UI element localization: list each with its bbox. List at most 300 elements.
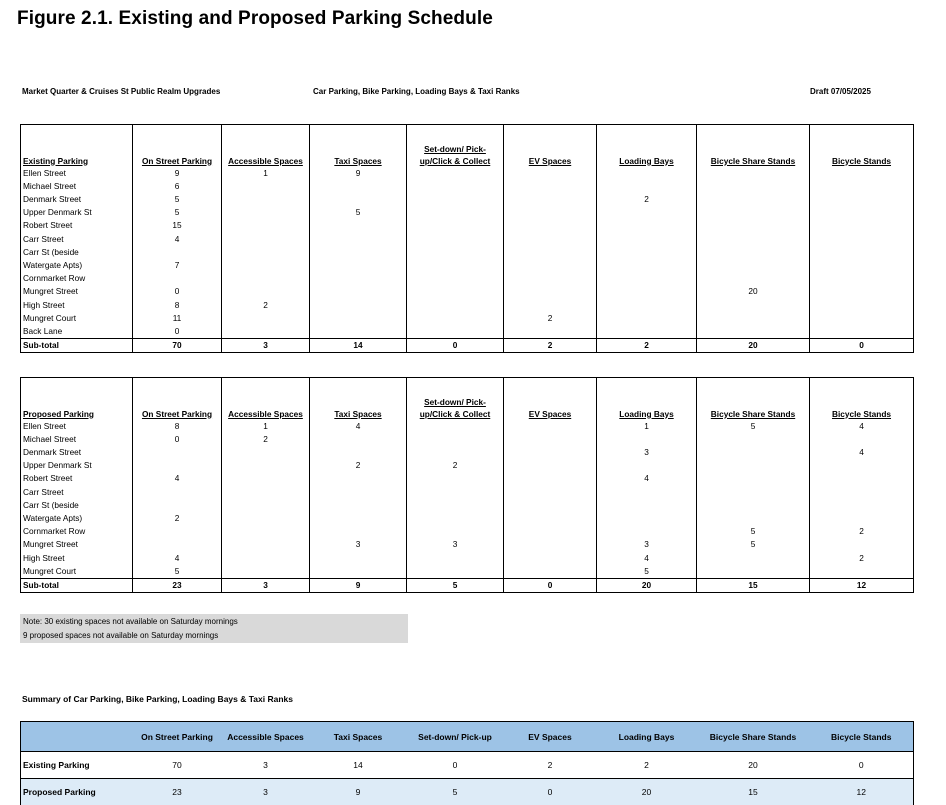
street-name: Carr Street — [21, 233, 133, 246]
cell-value — [222, 472, 310, 485]
col-ev-spaces: EV Spaces — [504, 378, 597, 420]
summary-row — [21, 779, 914, 805]
cell-value: 5 — [697, 420, 810, 433]
cell-value — [222, 459, 310, 472]
cell-value — [504, 538, 597, 551]
col-ev-spaces: EV Spaces — [504, 125, 597, 167]
table-row — [21, 446, 914, 459]
cell-value: 2 — [310, 459, 407, 472]
cell-value — [597, 459, 697, 472]
cell-value — [504, 552, 597, 565]
cell-value — [310, 219, 407, 232]
summary-corner — [21, 722, 133, 752]
cell-value — [407, 472, 504, 485]
cell-value — [504, 233, 597, 246]
cell-value: 11 — [133, 312, 222, 325]
street-name: Carr St (beside — [21, 499, 133, 512]
cell-value — [407, 512, 504, 525]
cell-value — [504, 446, 597, 459]
cell-value — [597, 325, 697, 339]
proposed-parking-table — [20, 377, 914, 593]
cell-value — [222, 180, 310, 193]
cell-value — [697, 565, 810, 579]
col-on-street-parking: On Street Parking — [133, 378, 222, 420]
summary-cell: 20 — [597, 779, 697, 805]
summary-cell: 0 — [504, 779, 597, 805]
cell-value — [407, 325, 504, 339]
cell-value — [222, 193, 310, 206]
cell-value — [504, 193, 597, 206]
cell-value — [407, 259, 504, 272]
cell-value — [597, 512, 697, 525]
col-taxi-spaces: Taxi Spaces — [310, 378, 407, 420]
schedule-subject: Car Parking, Bike Parking, Loading Bays & Taxi Ranks — [313, 87, 520, 96]
cell-value — [810, 299, 914, 312]
cell-value — [407, 299, 504, 312]
cell-value — [697, 219, 810, 232]
street-name: Mungret Court — [21, 565, 133, 579]
cell-value — [697, 552, 810, 565]
cell-value — [504, 272, 597, 285]
subtotal-label: Sub-total — [21, 578, 133, 592]
summary-col-on-street-parking: On Street Parking — [133, 722, 222, 752]
street-name: Carr St (beside — [21, 246, 133, 259]
cell-value: 4 — [810, 446, 914, 459]
summary-col-taxi-spaces: Taxi Spaces — [310, 722, 407, 752]
table-row — [21, 512, 914, 525]
summary-col-set-down: Set-down/ Pick-up — [407, 722, 504, 752]
subtotal-value: 0 — [407, 339, 504, 353]
cell-value — [222, 525, 310, 538]
table-row — [21, 312, 914, 325]
street-name: Carr Street — [21, 486, 133, 499]
cell-value — [810, 180, 914, 193]
cell-value — [310, 312, 407, 325]
cell-value — [407, 420, 504, 433]
subtotal-value: 0 — [504, 578, 597, 592]
cell-value — [810, 499, 914, 512]
cell-value — [504, 180, 597, 193]
cell-value — [222, 446, 310, 459]
subtotal-value: 3 — [222, 578, 310, 592]
table-row — [21, 325, 914, 339]
cell-value: 15 — [133, 219, 222, 232]
cell-value — [222, 259, 310, 272]
draft-date: Draft 07/05/2025 — [810, 87, 871, 96]
table-row — [21, 193, 914, 206]
cell-value — [810, 233, 914, 246]
subtotal-value: 23 — [133, 578, 222, 592]
table-row — [21, 167, 914, 180]
cell-value — [504, 259, 597, 272]
cell-value — [407, 285, 504, 298]
cell-value — [697, 206, 810, 219]
col-set-down: Set-down/ Pick-up/Click & Collect — [407, 125, 504, 167]
summary-cell: 15 — [697, 779, 810, 805]
cell-value — [222, 246, 310, 259]
cell-value — [504, 285, 597, 298]
cell-value: 2 — [810, 525, 914, 538]
cell-value — [407, 167, 504, 180]
subtotal-value: 20 — [697, 339, 810, 353]
cell-value — [407, 486, 504, 499]
cell-value — [504, 565, 597, 579]
cell-value: 8 — [133, 299, 222, 312]
cell-value — [133, 499, 222, 512]
cell-value: 2 — [133, 512, 222, 525]
street-name: Michael Street — [21, 433, 133, 446]
cell-value — [310, 193, 407, 206]
summary-cell: 14 — [310, 752, 407, 779]
street-name: Watergate Apts) — [21, 512, 133, 525]
cell-value — [697, 272, 810, 285]
col-accessible-spaces: Accessible Spaces — [222, 125, 310, 167]
cell-value — [310, 246, 407, 259]
subtotal-value: 15 — [697, 578, 810, 592]
summary-table — [20, 721, 914, 805]
summary-cell: 2 — [504, 752, 597, 779]
cell-value — [407, 219, 504, 232]
cell-value: 4 — [133, 233, 222, 246]
table-row — [21, 565, 914, 579]
cell-value — [407, 272, 504, 285]
cell-value — [310, 259, 407, 272]
cell-value: 2 — [810, 552, 914, 565]
cell-value — [407, 446, 504, 459]
cell-value: 3 — [310, 538, 407, 551]
cell-value — [310, 180, 407, 193]
cell-value: 4 — [310, 420, 407, 433]
cell-value — [597, 233, 697, 246]
street-name: Michael Street — [21, 180, 133, 193]
cell-value — [222, 285, 310, 298]
cell-value — [133, 538, 222, 551]
cell-value — [407, 552, 504, 565]
col-accessible-spaces: Accessible Spaces — [222, 378, 310, 420]
cell-value — [133, 459, 222, 472]
table-row — [21, 552, 914, 565]
subtotal-value: 20 — [597, 578, 697, 592]
cell-value — [504, 420, 597, 433]
summary-col-loading-bays: Loading Bays — [597, 722, 697, 752]
cell-value — [222, 325, 310, 339]
summary-col-ev-spaces: EV Spaces — [504, 722, 597, 752]
cell-value: 2 — [504, 312, 597, 325]
cell-value — [504, 512, 597, 525]
cell-value — [504, 167, 597, 180]
cell-value: 2 — [597, 193, 697, 206]
cell-value — [810, 312, 914, 325]
cell-value — [697, 499, 810, 512]
cell-value — [810, 259, 914, 272]
cell-value — [504, 525, 597, 538]
cell-value — [407, 433, 504, 446]
summary-cell: 20 — [697, 752, 810, 779]
cell-value — [504, 433, 597, 446]
cell-value — [222, 312, 310, 325]
cell-value — [504, 219, 597, 232]
table-row — [21, 433, 914, 446]
summary-cell: 12 — [810, 779, 914, 805]
note-line-2: 9 proposed spaces not available on Saturday mornings — [23, 629, 405, 643]
cell-value: 4 — [133, 552, 222, 565]
cell-value — [810, 486, 914, 499]
subtotal-value: 70 — [133, 339, 222, 353]
col-on-street-parking: On Street Parking — [133, 125, 222, 167]
summary-cell: 9 — [310, 779, 407, 805]
cell-value — [504, 325, 597, 339]
saturday-note — [20, 614, 408, 643]
cell-value — [407, 233, 504, 246]
cell-value — [810, 219, 914, 232]
cell-value — [133, 486, 222, 499]
cell-value — [222, 499, 310, 512]
table-row — [21, 525, 914, 538]
cell-value — [310, 325, 407, 339]
street-name: Denmark Street — [21, 193, 133, 206]
street-name: Mungret Street — [21, 538, 133, 551]
cell-value — [407, 525, 504, 538]
summary-cell: 5 — [407, 779, 504, 805]
cell-value — [222, 538, 310, 551]
cell-value — [697, 459, 810, 472]
cell-value: 0 — [133, 325, 222, 339]
cell-value — [133, 246, 222, 259]
cell-value — [697, 446, 810, 459]
col-bicycle-share-stands: Bicycle Share Stands — [697, 378, 810, 420]
cell-value — [407, 206, 504, 219]
table-row — [21, 206, 914, 219]
cell-value — [504, 499, 597, 512]
cell-value — [697, 325, 810, 339]
cell-value: 7 — [133, 259, 222, 272]
cell-value — [810, 472, 914, 485]
cell-value — [133, 272, 222, 285]
cell-value — [697, 486, 810, 499]
summary-col-accessible-spaces: Accessible Spaces — [222, 722, 310, 752]
cell-value: 3 — [407, 538, 504, 551]
cell-value — [407, 180, 504, 193]
street-name: Robert Street — [21, 219, 133, 232]
cell-value — [597, 499, 697, 512]
cell-value — [597, 219, 697, 232]
cell-value — [810, 206, 914, 219]
cell-value — [597, 299, 697, 312]
subtotal-value: 12 — [810, 578, 914, 592]
cell-value: 5 — [133, 206, 222, 219]
subtotal-row — [21, 578, 914, 592]
cell-value — [310, 433, 407, 446]
cell-value: 5 — [697, 538, 810, 551]
cell-value — [597, 525, 697, 538]
cell-value — [810, 285, 914, 298]
street-name: Watergate Apts) — [21, 259, 133, 272]
cell-value — [222, 272, 310, 285]
cell-value — [310, 512, 407, 525]
col-bicycle-stands: Bicycle Stands — [810, 378, 914, 420]
cell-value: 2 — [222, 433, 310, 446]
cell-value — [222, 512, 310, 525]
cell-value — [222, 233, 310, 246]
cell-value — [597, 486, 697, 499]
cell-value — [810, 325, 914, 339]
table-row — [21, 272, 914, 285]
cell-value — [597, 433, 697, 446]
subtotal-value: 5 — [407, 578, 504, 592]
cell-value: 2 — [407, 459, 504, 472]
cell-value: 4 — [810, 420, 914, 433]
cell-value — [222, 565, 310, 579]
summary-title: Summary of Car Parking, Bike Parking, Loading Bays & Taxi Ranks — [22, 694, 293, 704]
cell-value — [222, 486, 310, 499]
cell-value — [310, 233, 407, 246]
table-row — [21, 486, 914, 499]
summary-cell: 23 — [133, 779, 222, 805]
subtotal-row — [21, 339, 914, 353]
cell-value: 9 — [310, 167, 407, 180]
cell-value: 4 — [597, 472, 697, 485]
summary-cell: 70 — [133, 752, 222, 779]
table-row — [21, 246, 914, 259]
street-name: High Street — [21, 299, 133, 312]
table-row — [21, 420, 914, 433]
cell-value — [222, 206, 310, 219]
cell-value — [597, 206, 697, 219]
col-loading-bays: Loading Bays — [597, 125, 697, 167]
cell-value — [504, 246, 597, 259]
subtotal-label: Sub-total — [21, 339, 133, 353]
cell-value — [697, 233, 810, 246]
cell-value — [310, 499, 407, 512]
cell-value: 2 — [222, 299, 310, 312]
cell-value — [310, 565, 407, 579]
cell-value: 6 — [133, 180, 222, 193]
summary-cell: 3 — [222, 779, 310, 805]
cell-value — [310, 285, 407, 298]
street-name: Mungret Court — [21, 312, 133, 325]
col-loading-bays: Loading Bays — [597, 378, 697, 420]
summary-row-label: Existing Parking — [21, 752, 133, 779]
cell-value — [407, 565, 504, 579]
cell-value: 20 — [697, 285, 810, 298]
cell-value — [697, 472, 810, 485]
cell-value — [407, 312, 504, 325]
cell-value — [697, 312, 810, 325]
cell-value — [504, 459, 597, 472]
cell-value — [310, 446, 407, 459]
cell-value — [133, 525, 222, 538]
existing-header-row — [21, 125, 914, 167]
col-bicycle-stands: Bicycle Stands — [810, 125, 914, 167]
table-row — [21, 180, 914, 193]
street-name: Upper Denmark St — [21, 459, 133, 472]
cell-value — [810, 433, 914, 446]
cell-value — [407, 499, 504, 512]
cell-value: 1 — [222, 167, 310, 180]
street-name: Cornmarket Row — [21, 525, 133, 538]
subtotal-value: 14 — [310, 339, 407, 353]
col-taxi-spaces: Taxi Spaces — [310, 125, 407, 167]
cell-value — [407, 193, 504, 206]
cell-value — [810, 512, 914, 525]
cell-value — [597, 312, 697, 325]
table-row — [21, 538, 914, 551]
cell-value: 9 — [133, 167, 222, 180]
summary-header-row — [21, 722, 914, 752]
cell-value — [810, 538, 914, 551]
cell-value — [222, 219, 310, 232]
cell-value — [504, 299, 597, 312]
cell-value — [407, 246, 504, 259]
cell-value — [222, 552, 310, 565]
project-title: Market Quarter & Cruises St Public Realm Upgrades — [22, 87, 220, 96]
note-line-1: Note: 30 existing spaces not available on Saturday mornings — [23, 615, 405, 629]
summary-col-bicycle-stands: Bicycle Stands — [810, 722, 914, 752]
street-name: High Street — [21, 552, 133, 565]
cell-value — [504, 486, 597, 499]
summary-cell: 0 — [407, 752, 504, 779]
existing-parking-table — [20, 124, 914, 353]
table-row — [21, 299, 914, 312]
cell-value — [697, 512, 810, 525]
subtotal-value: 9 — [310, 578, 407, 592]
cell-value — [810, 272, 914, 285]
cell-value — [810, 193, 914, 206]
cell-value: 5 — [310, 206, 407, 219]
cell-value: 8 — [133, 420, 222, 433]
street-name: Cornmarket Row — [21, 272, 133, 285]
cell-value: 5 — [597, 565, 697, 579]
cell-value: 5 — [133, 565, 222, 579]
cell-value — [697, 193, 810, 206]
cell-value: 0 — [133, 285, 222, 298]
cell-value — [597, 272, 697, 285]
col-set-down: Set-down/ Pick-up/Click & Collect — [407, 378, 504, 420]
street-name: Mungret Street — [21, 285, 133, 298]
cell-value — [133, 446, 222, 459]
summary-cell: 3 — [222, 752, 310, 779]
summary-col-bicycle-share-stands: Bicycle Share Stands — [697, 722, 810, 752]
table-row — [21, 259, 914, 272]
figure-title: Figure 2.1. Existing and Proposed Parking Schedule — [17, 8, 493, 30]
table-row — [21, 233, 914, 246]
cell-value — [810, 246, 914, 259]
cell-value — [697, 246, 810, 259]
cell-value — [504, 206, 597, 219]
cell-value: 4 — [597, 552, 697, 565]
street-name: Ellen Street — [21, 167, 133, 180]
table-row — [21, 285, 914, 298]
cell-value — [310, 525, 407, 538]
cell-value: 4 — [133, 472, 222, 485]
subtotal-value: 2 — [504, 339, 597, 353]
cell-value — [597, 246, 697, 259]
subtotal-value: 3 — [222, 339, 310, 353]
cell-value — [310, 299, 407, 312]
cell-value — [504, 472, 597, 485]
cell-value — [697, 433, 810, 446]
cell-value: 3 — [597, 538, 697, 551]
subtotal-value: 2 — [597, 339, 697, 353]
cell-value — [310, 472, 407, 485]
cell-value — [597, 167, 697, 180]
street-name: Upper Denmark St — [21, 206, 133, 219]
cell-value — [810, 459, 914, 472]
proposed-parking-label: Proposed Parking — [21, 378, 133, 420]
table-row — [21, 499, 914, 512]
cell-value: 3 — [597, 446, 697, 459]
existing-parking-label: Existing Parking — [21, 125, 133, 167]
